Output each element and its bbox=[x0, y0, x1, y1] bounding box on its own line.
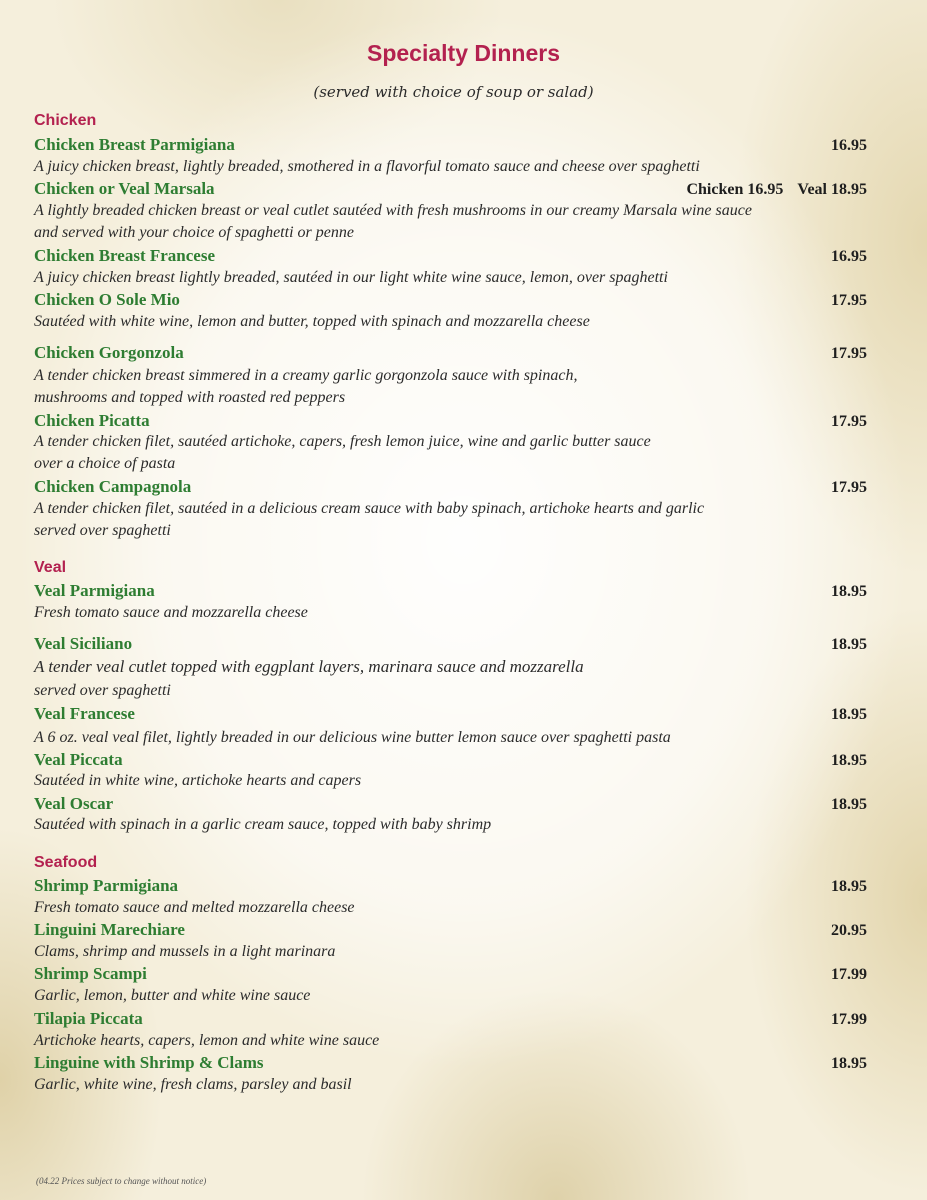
menu-item-description: served over spaghetti bbox=[34, 522, 171, 539]
section-heading-chicken: Chicken bbox=[34, 112, 97, 129]
menu-item-description: Sautéed in white wine, artichoke hearts and capers bbox=[34, 772, 362, 789]
menu-item-name: Chicken or Veal Marsala bbox=[34, 179, 215, 198]
menu-item-price: 17.95 bbox=[831, 413, 867, 430]
menu-item-description: A juicy chicken breast lightly breaded, sautéed in our light white wine sauce, lemon, over spaghetti bbox=[34, 269, 668, 286]
menu-item-price: 18.95 bbox=[831, 1055, 867, 1072]
menu-item-name: Shrimp Scampi bbox=[34, 964, 147, 983]
menu-item-name: Chicken Campagnola bbox=[34, 477, 192, 496]
menu-item-description: Fresh tomato sauce and melted mozzarella cheese bbox=[34, 899, 355, 916]
menu-item-description: Sautéed with white wine, lemon and butter, topped with spinach and mozzarella cheese bbox=[34, 313, 590, 330]
menu-item-price: 16.95 bbox=[831, 248, 867, 265]
price-chicken: Chicken 16.95 bbox=[686, 181, 784, 198]
menu-item-description: A juicy chicken breast, lightly breaded, smothered in a flavorful tomato sauce and cheese over spaghetti bbox=[34, 158, 700, 175]
menu-item-name: Veal Piccata bbox=[34, 750, 123, 769]
menu-item-price: 18.95 bbox=[831, 796, 867, 813]
menu-item-description: A lightly breaded chicken breast or veal cutlet sautéed with fresh mushrooms in our creamy Marsala wine sauce bbox=[34, 202, 752, 219]
menu-item-description: Fresh tomato sauce and mozzarella cheese bbox=[34, 604, 308, 621]
menu-item-price-options bbox=[672, 181, 867, 199]
menu-item-description: served over spaghetti bbox=[34, 682, 171, 699]
price-veal: Veal 18.95 bbox=[797, 181, 867, 198]
menu-item-description: A tender chicken breast simmered in a creamy garlic gorgonzola sauce with spinach, bbox=[34, 367, 578, 384]
menu-item-price: 18.95 bbox=[831, 752, 867, 769]
menu-item-name: Chicken Gorgonzola bbox=[34, 343, 184, 362]
section-heading-veal: Veal bbox=[34, 559, 67, 576]
price-footnote: (04.22 Prices subject to change without notice) bbox=[36, 1176, 207, 1186]
menu-item-name: Linguini Marechiare bbox=[34, 920, 185, 939]
menu-item-price: 17.95 bbox=[831, 292, 867, 309]
section-heading-seafood: Seafood bbox=[34, 854, 98, 871]
menu-item-name: Chicken O Sole Mio bbox=[34, 290, 180, 309]
menu-item-description: Sautéed with spinach in a garlic cream sauce, topped with baby shrimp bbox=[34, 816, 492, 833]
menu-item-description: mushrooms and topped with roasted red peppers bbox=[34, 389, 346, 406]
menu-item-price: 18.95 bbox=[831, 636, 867, 653]
menu-item-description: A tender chicken filet, sautéed artichoke, capers, fresh lemon juice, wine and garlic butter sauce bbox=[34, 433, 651, 450]
menu-item-description: over a choice of pasta bbox=[34, 455, 176, 472]
menu-item-description: Garlic, white wine, fresh clams, parsley and basil bbox=[34, 1076, 352, 1093]
menu-item-name: Linguine with Shrimp & Clams bbox=[34, 1053, 264, 1072]
menu-item-description: A 6 oz. veal veal filet, lightly breaded in our delicious wine butter lemon sauce over spaghetti pasta bbox=[34, 729, 671, 746]
menu-item-description: A tender veal cutlet topped with eggplant layers, marinara sauce and mozzarella bbox=[34, 657, 584, 676]
menu-item-name: Tilapia Piccata bbox=[34, 1009, 143, 1028]
menu-item-description: A tender chicken filet, sautéed in a delicious cream sauce with baby spinach, artichoke hearts and garlic bbox=[34, 500, 705, 517]
menu-item-name: Chicken Picatta bbox=[34, 411, 150, 430]
menu-item-price: 18.95 bbox=[831, 878, 867, 895]
page-title: Specialty Dinners bbox=[366, 40, 561, 66]
menu-item-name: Veal Francese bbox=[34, 704, 135, 723]
menu-item-price: 18.95 bbox=[831, 706, 867, 723]
menu-item-name: Shrimp Parmigiana bbox=[34, 876, 179, 895]
menu-item-price: 17.99 bbox=[831, 966, 867, 983]
menu-item-price: 17.99 bbox=[831, 1011, 867, 1028]
menu-item-description: Garlic, lemon, butter and white wine sauce bbox=[34, 987, 311, 1004]
menu-item-description: and served with your choice of spaghetti or penne bbox=[34, 224, 354, 241]
menu-item-price: 20.95 bbox=[831, 922, 867, 939]
menu-item-price: 17.95 bbox=[831, 479, 867, 496]
page-subtitle: (served with choice of soup or salad) bbox=[313, 83, 594, 101]
menu-item-description: Artichoke hearts, capers, lemon and white wine sauce bbox=[34, 1032, 380, 1049]
menu-item-name: Veal Oscar bbox=[34, 794, 114, 813]
menu-item-price: 17.95 bbox=[831, 345, 867, 362]
menu-item-description: Clams, shrimp and mussels in a light marinara bbox=[34, 943, 336, 960]
menu-item-name: Chicken Breast Francese bbox=[34, 246, 215, 265]
menu-item-name: Veal Parmigiana bbox=[34, 581, 155, 600]
menu-item-name: Veal Siciliano bbox=[34, 634, 133, 653]
menu-item-name: Chicken Breast Parmigiana bbox=[34, 135, 235, 154]
menu-item-price: 16.95 bbox=[831, 137, 867, 154]
menu-item-price: 18.95 bbox=[831, 583, 867, 600]
